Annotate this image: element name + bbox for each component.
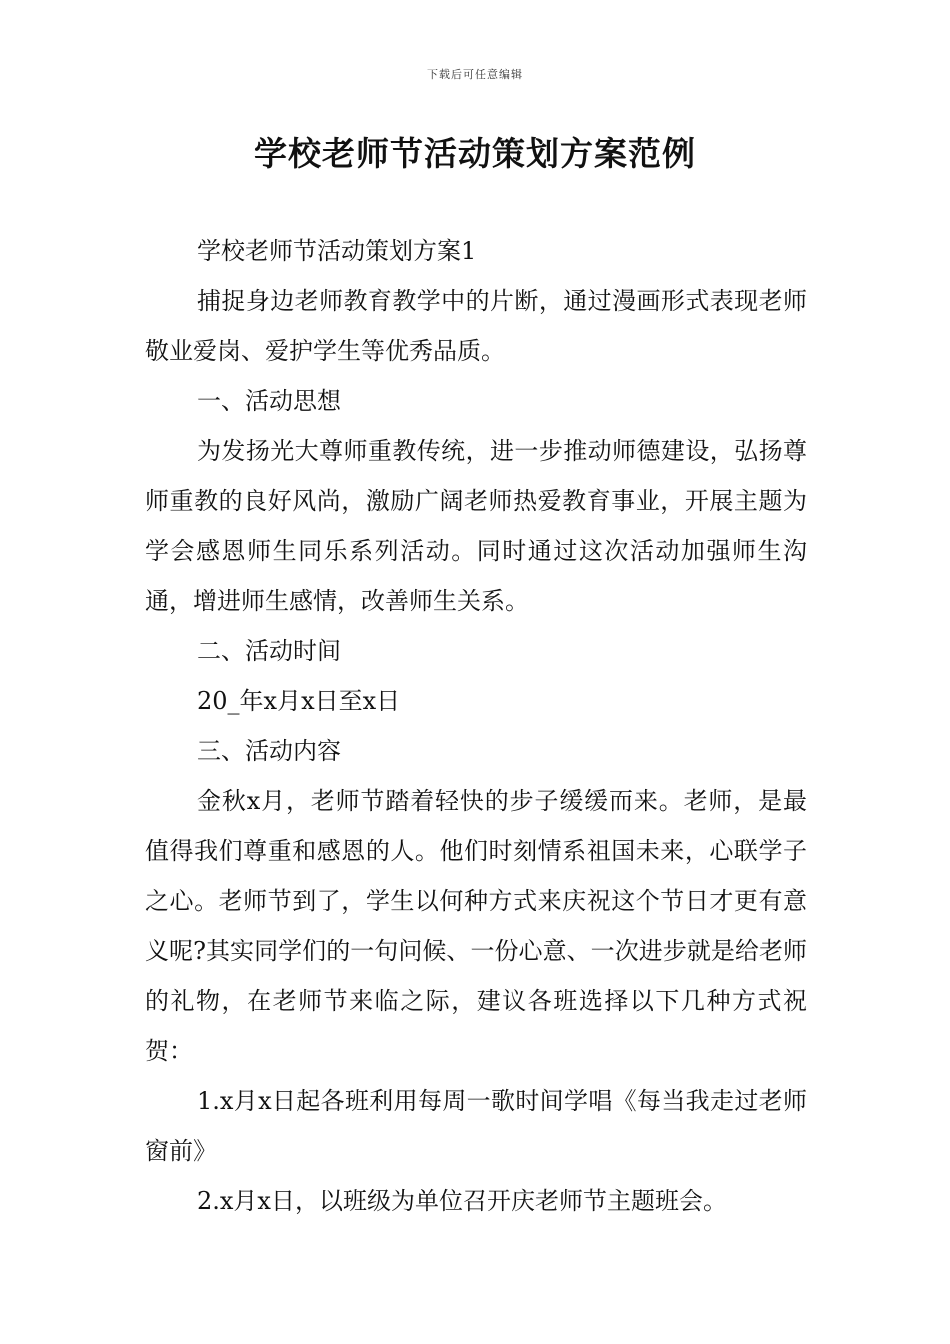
section-heading-activity-idea: 一、活动思想	[197, 387, 341, 415]
section-heading-plan-1: 学校老师节活动策划方案1	[197, 237, 477, 265]
activity-content-paragraph: 金秋x月，老师节踏着轻快的步子缓缓而来。老师，是最值得我们尊重和感恩的人。他们时刻情系祖国未来，心联学子之心。老师节到了，学生以何种方式来庆祝这个节日才更有意义呢?其实同学们的一句问候、一份心意、一次进步就是给老师的礼物，在老师节来临之际，建议各班选择以下几种方式祝贺：	[145, 787, 807, 1065]
section-heading-activity-time: 二、活动时间	[197, 637, 341, 665]
activity-idea-paragraph: 为发扬光大尊师重教传统，进一步推动师德建设，弘扬尊师重教的良好风尚，激励广阔老师热爱教育事业，开展主题为学会感恩师生同乐系列活动。同时通过这次活动加强师生沟通，增进师生感情，改善师生关系。	[145, 437, 807, 615]
intro-paragraph: 捕捉身边老师教育教学中的片断，通过漫画形式表现老师敬业爱岗、爱护学生等优秀品质。	[145, 287, 807, 365]
header-note: 下载后可任意编辑	[427, 68, 523, 81]
section-heading-activity-content: 三、活动内容	[197, 737, 341, 765]
list-item-2: 2.x月x日，以班级为单位召开庆老师节主题班会。	[197, 1187, 727, 1215]
document-title: 学校老师节活动策划方案范例	[254, 134, 696, 173]
document-body	[145, 226, 807, 1226]
list-item-1: 1.x月x日起各班利用每周一歌时间学唱《每当我走过老师窗前》	[145, 1087, 807, 1165]
activity-time-paragraph: 20_年x月x日至x日	[197, 687, 401, 715]
